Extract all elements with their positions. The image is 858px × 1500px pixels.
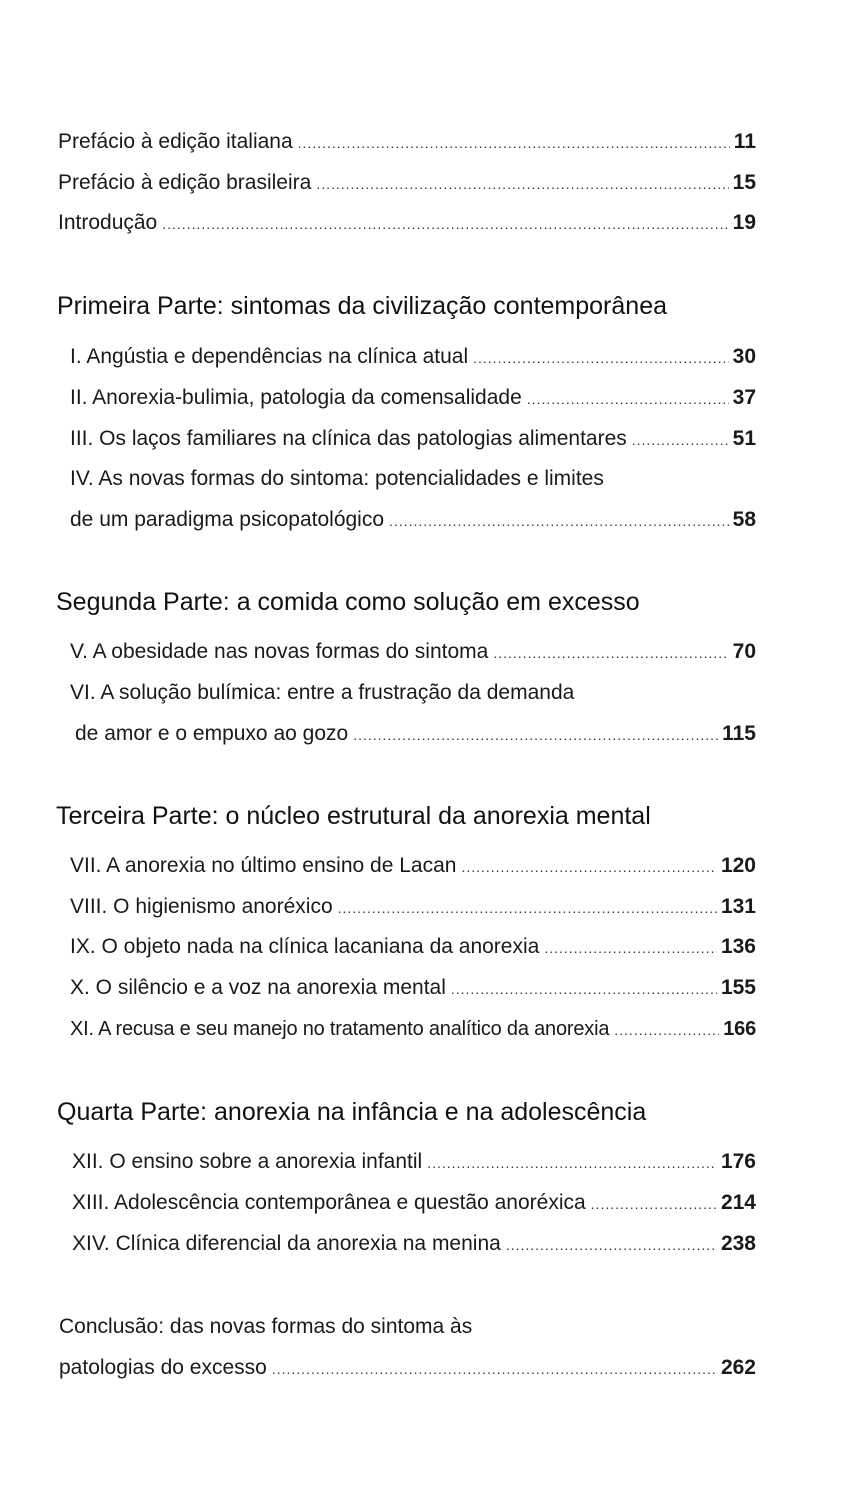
toc-entry-chapter-10 [70, 974, 756, 1003]
toc-entry-label: XI. A recusa e seu manejo no tratamento analítico da anorexia [70, 1018, 610, 1040]
toc-entry-label: XII. O ensino sobre a anorexia infantil [72, 1150, 423, 1173]
toc-entry-introducao [58, 209, 756, 238]
dot-leader [614, 1016, 719, 1044]
toc-page-number: 214 [720, 1191, 756, 1214]
toc-page-number: 15 [732, 171, 756, 194]
toc-entry-chapter-7 [70, 852, 756, 881]
dot-leader [591, 1190, 717, 1218]
toc-entry-label: de amor e o empuxo ao gozo [75, 722, 349, 745]
dot-leader [506, 1231, 717, 1259]
toc-entry-chapter-13 [72, 1189, 756, 1218]
toc-entry-chapter-5 [70, 638, 756, 667]
toc-entry-chapter-9 [70, 933, 756, 962]
toc-entry-prefacio-italiana [58, 128, 756, 157]
toc-entry-label: Prefácio à edição italiana [58, 130, 293, 153]
part-title-quarta: Quarta Parte: anorexia na infância e na adolescência [57, 1098, 647, 1126]
toc-entry-label: XIII. Adolescência contemporânea e questão anoréxica [72, 1191, 586, 1214]
toc-page-number: 30 [732, 345, 756, 368]
toc-page-number: 37 [732, 386, 756, 409]
toc-entry-chapter-8 [70, 893, 756, 922]
dot-leader [632, 426, 729, 454]
toc-page-number: 120 [720, 854, 756, 877]
dot-leader [461, 853, 717, 881]
toc-entry-label: III. Os laços familiares na clínica das patologias alimentares [70, 427, 627, 450]
toc-entry-label: IX. O objeto nada na clínica lacaniana da anorexia [70, 935, 540, 958]
toc-page-number: 262 [720, 1356, 756, 1379]
toc-page-number: 51 [732, 427, 756, 450]
toc-page-number: 131 [720, 895, 756, 918]
dot-leader [272, 1355, 717, 1383]
toc-page-number: 19 [732, 211, 756, 234]
toc-entry-label: patologias do excesso [59, 1356, 267, 1379]
toc-entry-prefacio-brasileira [58, 169, 756, 198]
dot-leader [527, 385, 729, 413]
toc-page-number: 176 [720, 1150, 756, 1173]
dot-leader [451, 975, 717, 1003]
toc-entry-label: I. Angústia e dependências na clínica atual [70, 345, 469, 368]
dot-leader [338, 894, 717, 922]
dot-leader [493, 639, 728, 667]
dot-leader [353, 721, 718, 749]
toc-page-number: 11 [733, 130, 756, 153]
toc-entry-label: X. O silêncio e a voz na anorexia mental [70, 976, 446, 999]
part-title-primeira: Primeira Parte: sintomas da civilização contemporânea [57, 292, 667, 320]
toc-entry-chapter-2 [70, 384, 756, 413]
toc-entry-conclusao-line1: Conclusão: das novas formas do sintoma às [59, 1315, 473, 1338]
toc-entry-label: Prefácio à edição brasileira [58, 171, 312, 194]
dot-leader [389, 507, 729, 535]
toc-entry-label: VIII. O higienismo anoréxico [70, 895, 333, 918]
toc-entry-label: II. Anorexia-bulimia, patologia da comensalidade [70, 386, 522, 409]
toc-entry-chapter-12 [72, 1148, 756, 1177]
toc-page-number: 136 [720, 935, 756, 958]
toc-page-number: 70 [732, 640, 756, 663]
part-title-terceira: Terceira Parte: o núcleo estrutural da anorexia mental [56, 802, 651, 830]
dot-leader [473, 344, 729, 372]
toc-entry-chapter-1 [70, 343, 756, 372]
part-title-segunda: Segunda Parte: a comida como solução em excesso [56, 588, 640, 616]
toc-entry-label: XIV. Clínica diferencial da anorexia na menina [72, 1232, 501, 1255]
toc-page-number: 115 [722, 722, 756, 745]
toc-entry-conclusao [59, 1354, 756, 1383]
dot-leader [298, 129, 730, 157]
toc-entry-chapter-6 [75, 720, 756, 749]
toc-entry-chapter-4-line1: IV. As novas formas do sintoma: potencialidades e limites [70, 467, 604, 490]
toc-page-number: 166 [723, 1018, 756, 1040]
toc-entry-chapter-3 [70, 425, 756, 454]
toc-entry-chapter-14 [72, 1230, 756, 1259]
toc-entry-chapter-6-line1: VI. A solução bulímica: entre a frustração da demanda [70, 681, 575, 704]
dot-leader [427, 1149, 717, 1177]
toc-page-number: 58 [732, 508, 756, 531]
toc-page-number: 238 [720, 1232, 756, 1255]
toc-entry-chapter-11 [70, 1015, 756, 1044]
toc-page-number: 155 [720, 976, 756, 999]
dot-leader [162, 210, 728, 238]
dot-leader [544, 934, 717, 962]
dot-leader [316, 170, 728, 198]
toc-entry-label: V. A obesidade nas novas formas do sintoma [70, 640, 489, 663]
toc-entry-label: VII. A anorexia no último ensino de Lacan [70, 854, 457, 877]
toc-entry-label: de um paradigma psicopatológico [70, 508, 385, 531]
toc-entry-chapter-4 [70, 506, 756, 535]
toc-entry-label: Introdução [58, 211, 158, 234]
